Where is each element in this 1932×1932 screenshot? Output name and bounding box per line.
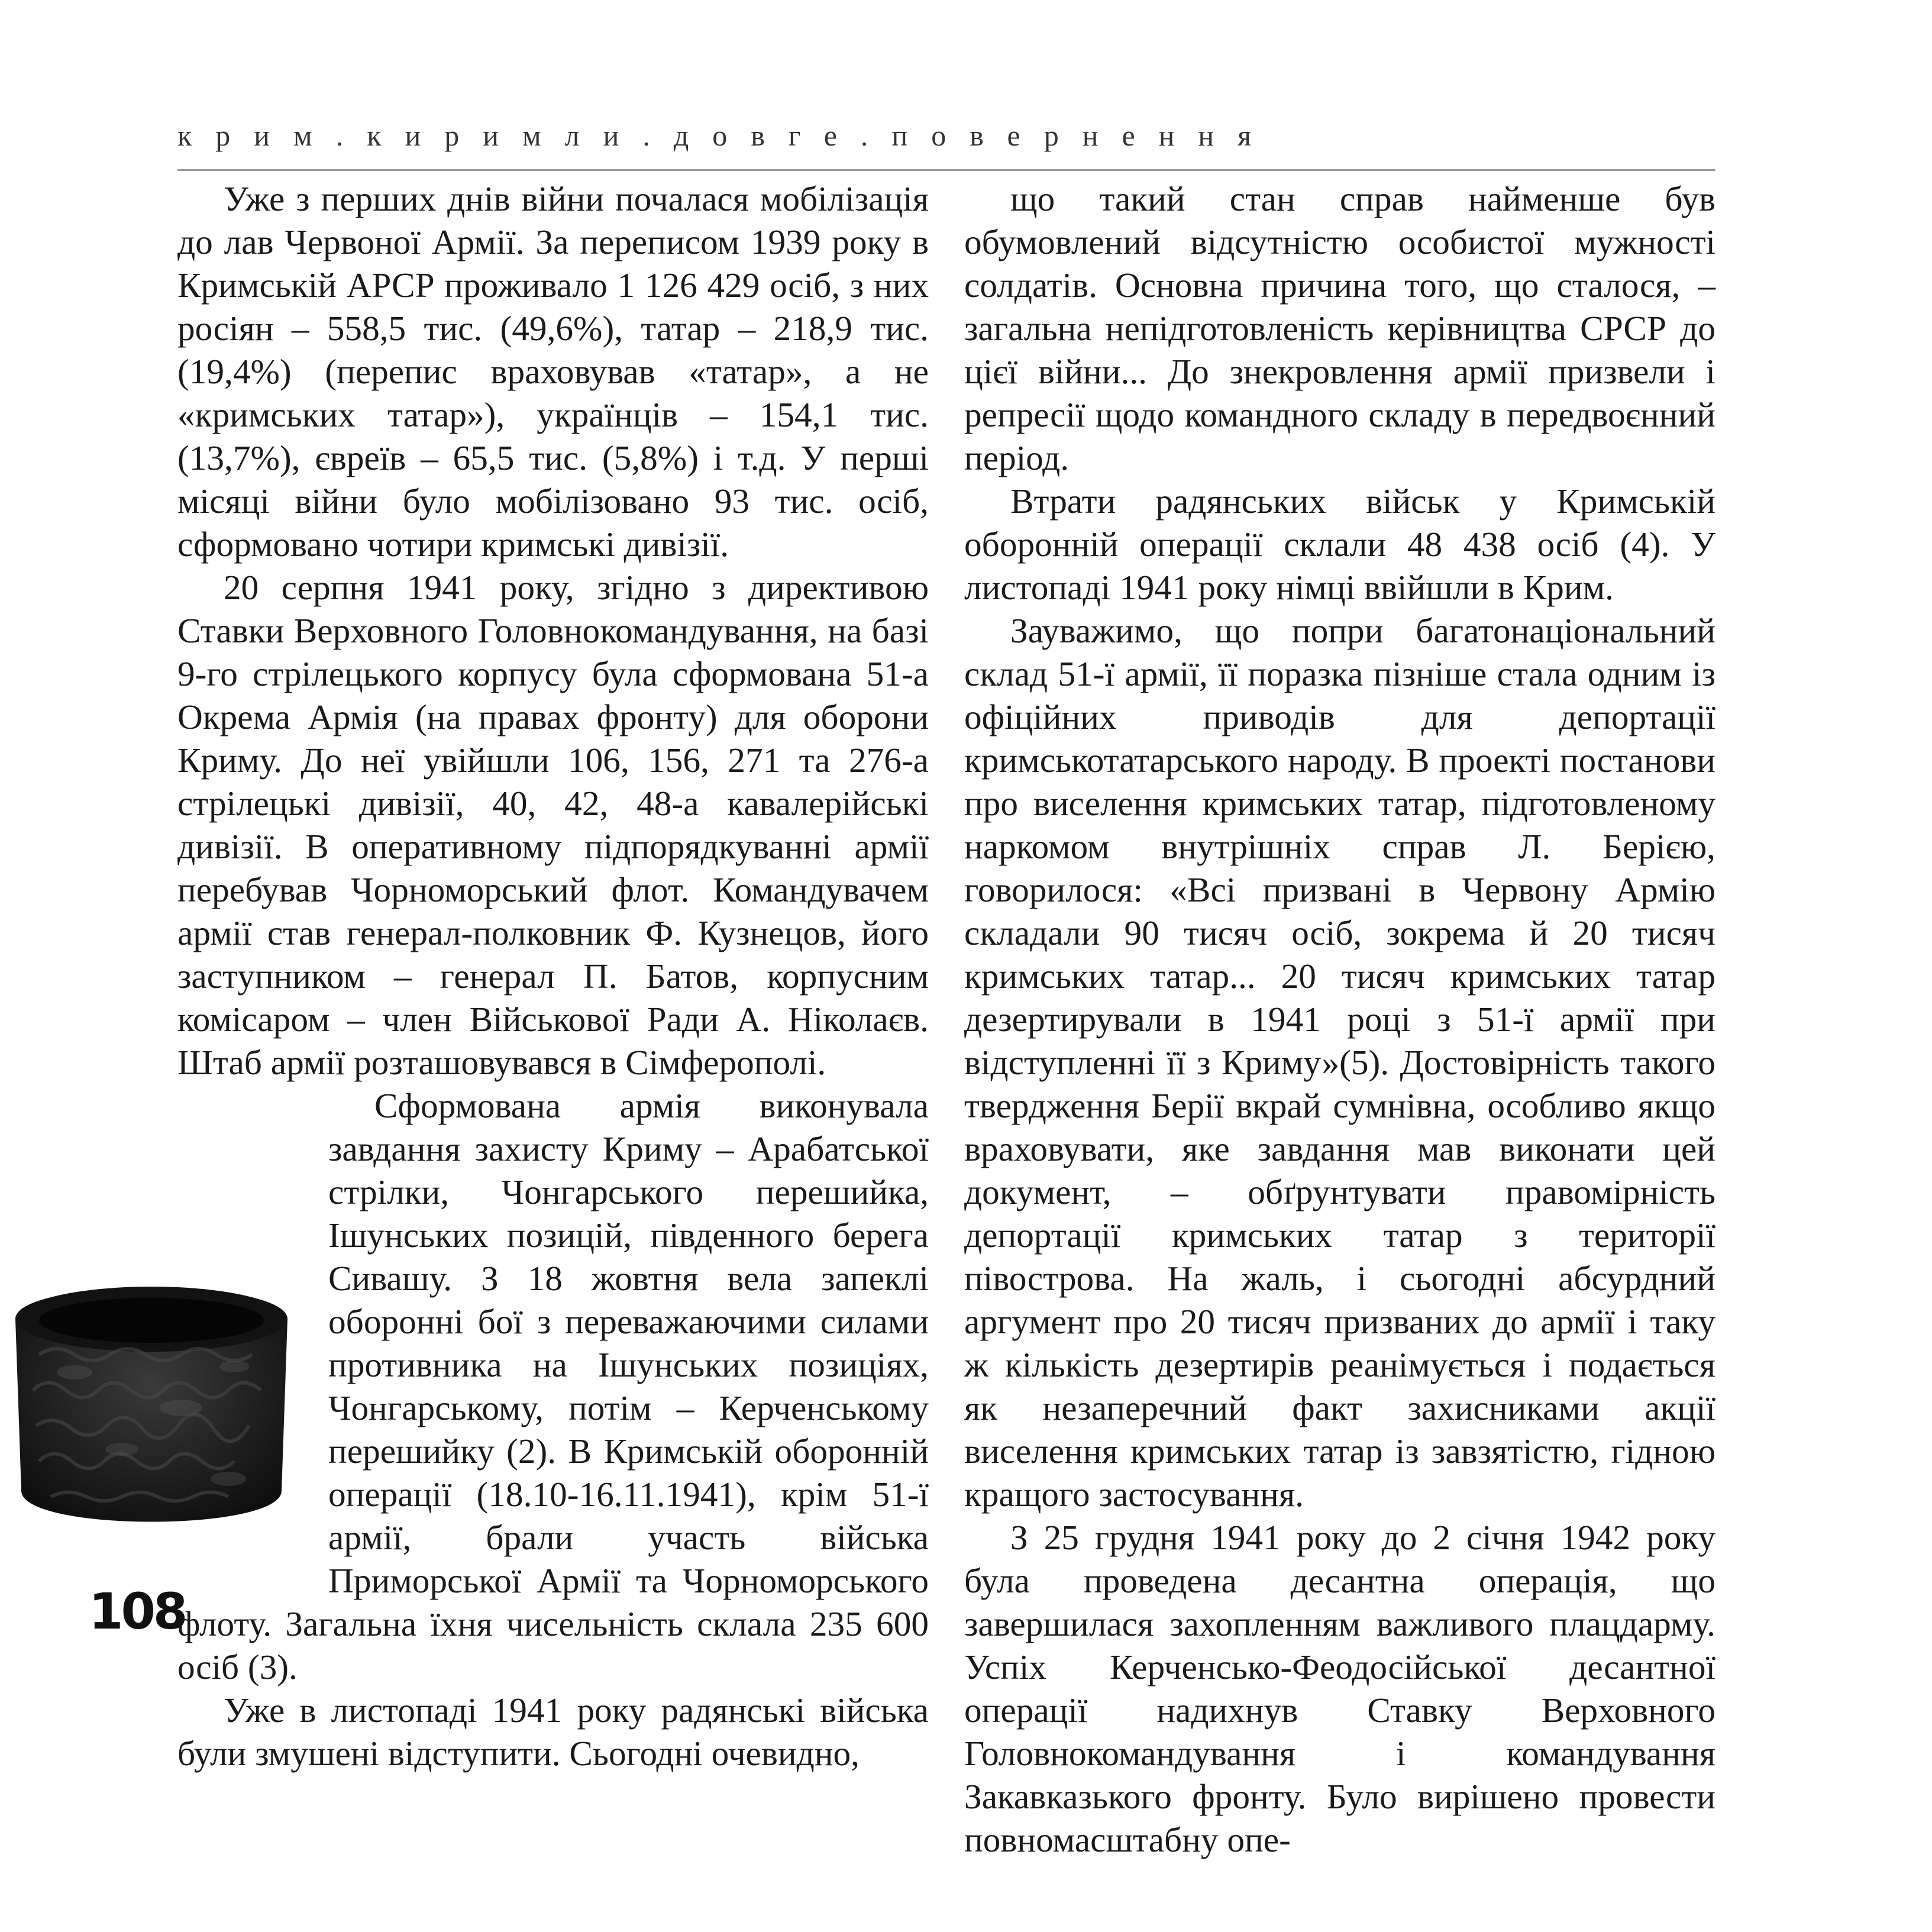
paragraph-text: Сформована армія виконувала завдання захисту Криму – Арабатської стрілки, Чонгарського перешийка, Ішунських позицій, південного берега Сивашу. З 18 жовтня вела запеклі оборонні бої з переважаючими силами противника на Ішунських позиціях, Чонгарському, потім – Керченському перешийку (2). В Кримській оборонній операції (18.10-16.11.1941), крім 51-ї армії, брали участь війська Приморської Армії та Чорноморського флоту. Загальна їхня чисельність склала 235 600 осіб (3). [177, 1086, 929, 1687]
paragraph: Зауважимо, що попри багатонаціональний склад 51-ї армії, її поразка пізніше стала одним із офіційних приводів для депортації кримськотатарського народу. В проекті постанови про виселення кримських татар, підготовленому наркомом внутрішніх справ Л. Берією, говорилося: «Всі призвані в Червону Армію складали 90 тисяч осіб, зокрема й 20 тисяч кримських татар... 20 тисяч кримських татар дезертирували в 1941 році з 51-ї армії при відступленні її з Криму»(5). Достовірність такого твердження Берії вкрай сумнівна, особливо якщо враховувати, яке завдання мав виконати цей документ, – обґрунтувати правомірність депортації кримських татар з території півострова. На жаль, і сьогодні абсурдний аргумент про 20 тисяч призваних до армії і таку ж кількість дезертирів реанімується і подається як незаперечний факт захисниками акції виселення кримських татар із завзятістю, гідною кращого застосування. [964, 611, 1715, 1514]
running-head: крим.киримли.довге.повернення [177, 119, 1275, 152]
astrakhan-fur-hat-image [4, 1254, 299, 1538]
text-column-right [964, 177, 1715, 1862]
paragraph: що такий стан справ найменше був обумовлений відсутністю особистої мужності солдатів. Основна причина того, що сталося, – загальна непідготовленість керівництва СРСР до цієї війни... До знекровлення армії призвели і репресії щодо командного складу в передвоєнний період. [964, 179, 1715, 477]
paragraph: 20 серпня 1941 року, згідно з директивою Ставки Верховного Головнокомандування, на базі 9-го стрілецького корпусу була сформована 51-а Окрема Армія (на правах фронту) для оборони Криму. До неї увійшли 106, 156, 271 та 276-а стрілецькі дивізії, 40, 42, 48-а кавалерійські дивізії. В оперативному підпорядкуванні армії перебував Чорноморський флот. Командувачем армії став генерал-полковник Ф. Кузнецов, його заступником – генерал П. Батов, корпусним комісаром – член Військової Ради А. Ніколаєв. Штаб армії розташовувався в Сімферополі. [177, 568, 929, 1082]
page-number: 108 [89, 1582, 186, 1640]
paragraph: Уже в листопаді 1941 року радянські війська були змушені відступити. Сьогодні очевидно, [177, 1691, 929, 1773]
paragraph: З 25 грудня 1941 року до 2 січня 1942 року була проведена десантна операція, що завершилася захопленням важливого плацдарму. Успіх Керченсько-Феодосійської десантної операції надихнув Ставку Верховного Головнокомандування і командування Закавказького фронту. Було вирішено провести повномасштабну опе- [964, 1518, 1715, 1859]
paragraph: Уже з перших днів війни почалася мобілізація до лав Червоної Армії. За переписом 1939 року в Кримській АРСР проживало 1 126 429 осіб, з них росіян – 558,5 тис. (49,6%), татар – 218,9 тис. (19,4%) (перепис враховував «татар», а не «кримських татар»), українців – 154,1 тис. (13,7%), євреїв – 65,5 тис. (5,8%) і т.д. У перші місяці війни було мобілізовано 93 тис. осіб, сформовано чотири кримські дивізії. [177, 179, 929, 564]
header-rule [177, 169, 1715, 171]
paragraph: Втрати радянських військ у Кримській оборонній операції склали 48 438 осіб (4). У листопаді 1941 року німці ввійшли в Крим. [964, 482, 1715, 607]
